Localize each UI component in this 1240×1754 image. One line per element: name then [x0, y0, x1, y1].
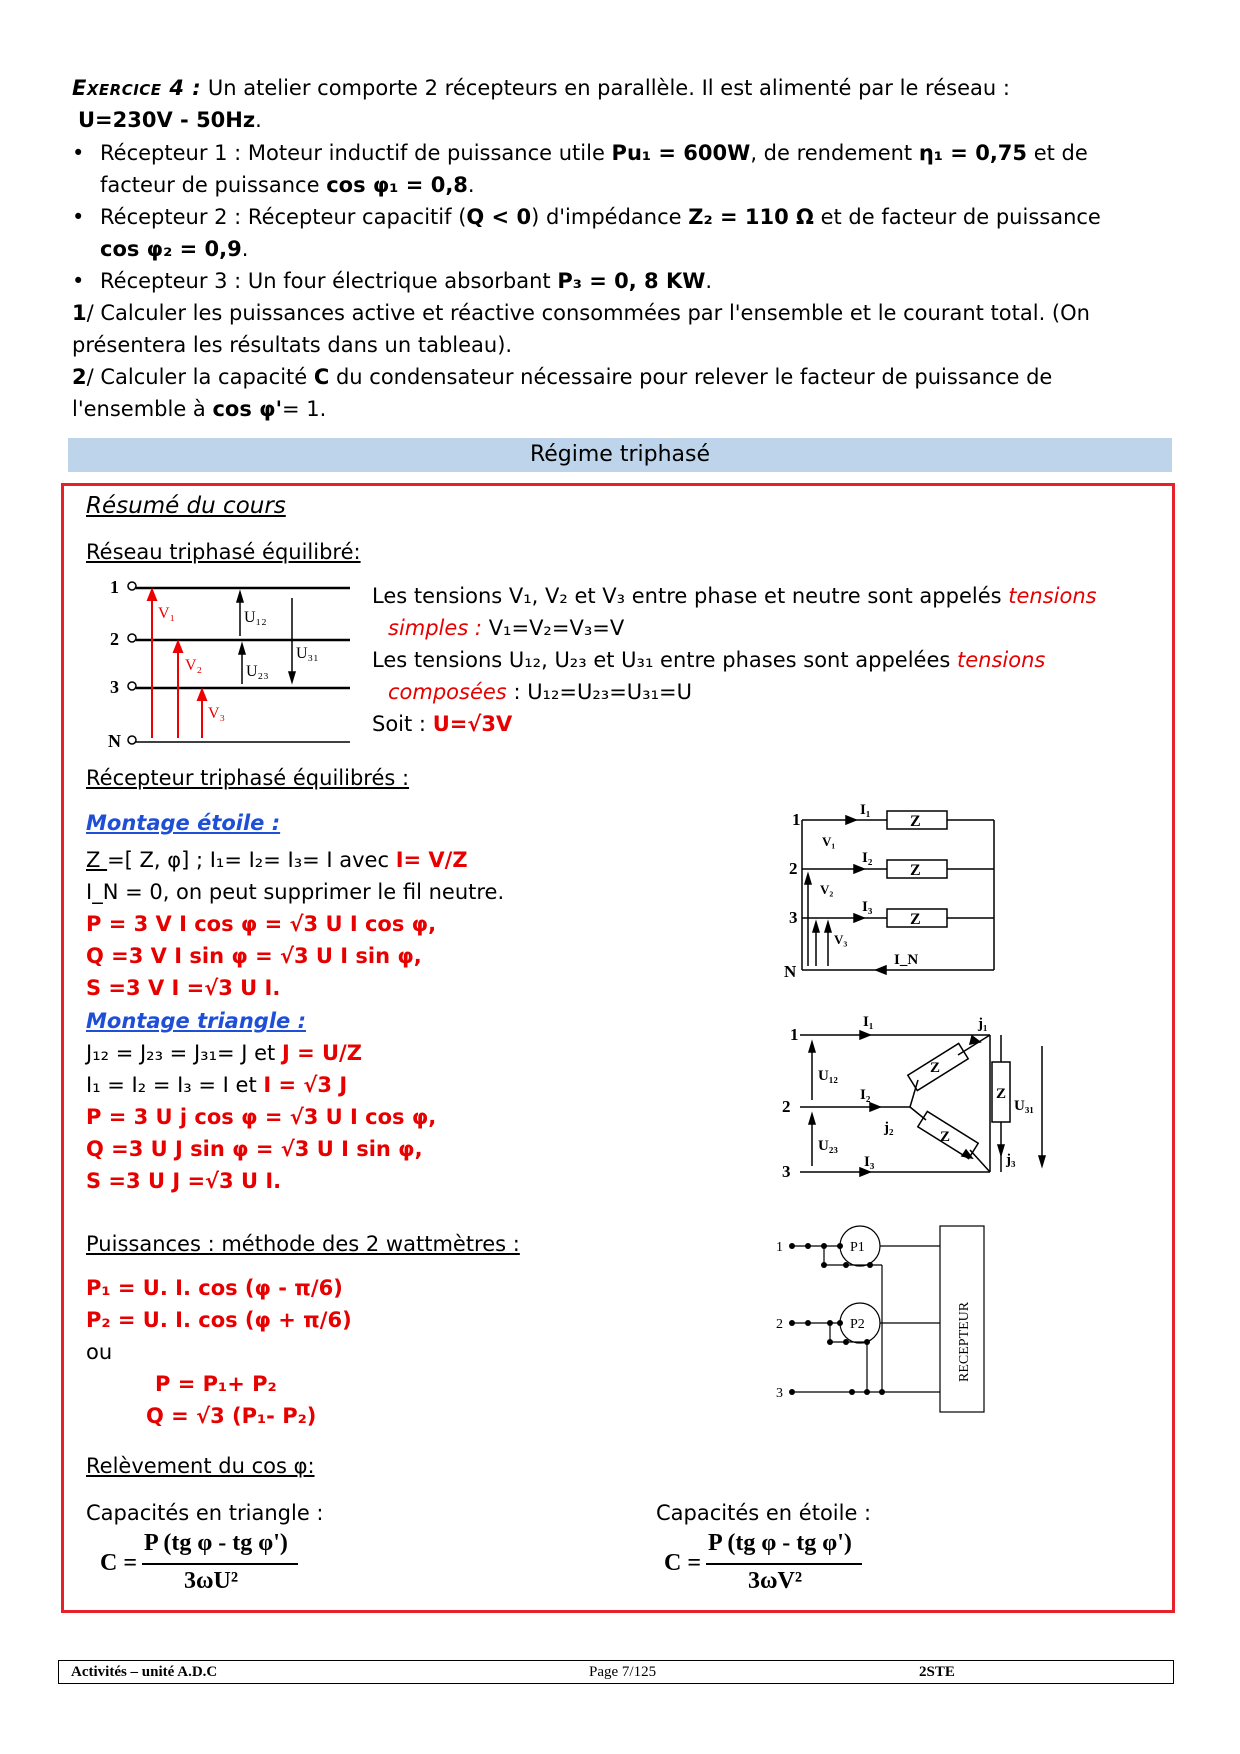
delta-z2: Z — [940, 1129, 951, 1145]
reseau-title: Réseau triphasé équilibré: — [86, 540, 361, 564]
star-i2: I₂ — [862, 850, 873, 866]
exercise-network: U=230V - 50Hz. — [78, 108, 262, 132]
v2-label: V₂ — [185, 657, 203, 674]
releve-title: Relèvement du cos φ: — [86, 1454, 315, 1478]
question-2-line-2: l'ensemble à cos φ'= 1. — [72, 397, 327, 421]
star-i1: I₁ — [860, 802, 871, 818]
triangle-line-2: I₁ = I₂ = I₃ = I et I = √3 J — [86, 1073, 348, 1097]
cap-etoile-title: Capacités en étoile : — [656, 1501, 872, 1525]
course-summary-title: Résumé du cours — [86, 493, 286, 519]
u31-label: U₃₁ — [296, 645, 319, 662]
triangle-line-1: J₁₂ = J₂₃ = J₃₁= J et J = U/Z — [86, 1041, 362, 1065]
delta-j3: j₃ — [1006, 1152, 1016, 1168]
etoile-p-formula: P = 3 V I cos φ = √3 U I cos φ, — [86, 912, 437, 936]
wattmetre-q: Q = √3 (P₁- P₂) — [146, 1404, 317, 1428]
star-i3: I₃ — [862, 899, 873, 915]
u12-label: U₁₂ — [244, 609, 267, 626]
triangle-s-formula: S =3 U J =√3 U I. — [86, 1169, 282, 1193]
v3-label: V₃ — [208, 705, 226, 722]
formula-c-label: C = — [100, 1550, 138, 1576]
montage-triangle-title: Montage triangle : — [86, 1009, 306, 1033]
etoile-line-2: I_N = 0, on peut supprimer le fil neutre. — [86, 880, 505, 904]
recepteur-label: RECEPTEUR — [957, 1301, 972, 1382]
delta-i3: I₃ — [864, 1154, 875, 1170]
wattmeter-p1-label: P1 — [850, 1240, 865, 1255]
star-node-n: N — [784, 962, 797, 980]
three-phase-network-diagram — [100, 578, 360, 753]
reseau-text-4: composées : U₁₂=U₂₃=U₃₁=U — [388, 680, 692, 704]
question-1-line-1: 1/ Calculer les puissances active et réactive consommées par l'ensemble et le courant total. (On — [72, 301, 1090, 325]
delta-node-1: 1 — [790, 1025, 799, 1044]
v1-label: V₁ — [158, 605, 176, 622]
cap-triangle-title: Capacités en triangle : — [86, 1501, 324, 1525]
wattmetre-p-sum: P = P₁+ P₂ — [155, 1372, 277, 1396]
u23-label: U₂₃ — [246, 663, 269, 680]
delta-u31: U₃₁ — [1014, 1098, 1034, 1114]
formula-c-label: C = — [664, 1550, 702, 1576]
section-banner: Régime triphasé — [68, 438, 1172, 472]
receptor-1-line-2: facteur de puissance cos φ₁ = 0,8. — [100, 173, 475, 197]
node-1-label: 1 — [110, 578, 119, 597]
footer-right: 2STE — [919, 1664, 955, 1680]
star-node-2: 2 — [789, 859, 798, 878]
star-v1: V₁ — [822, 834, 836, 849]
receptor-2-line-2: cos φ₂ = 0,9. — [100, 237, 249, 261]
delta-node-2: 2 — [782, 1097, 791, 1116]
delta-u12: U₁₂ — [818, 1068, 838, 1084]
receptor-2-line-1: Récepteur 2 : Récepteur capacitif (Q < 0) d'impédance Z₂ = 110 Ω et de facteur de puissance — [100, 205, 1101, 229]
star-z3: Z — [910, 911, 921, 928]
fraction-bar — [706, 1563, 862, 1565]
watt-node-3: 3 — [776, 1386, 783, 1401]
receptor-1-line-1: Récepteur 1 : Moteur inductif de puissance utile Pu₁ = 600W, de rendement η₁ = 0,75 et de — [100, 141, 1088, 165]
triangle-q-formula: Q =3 U J sin φ = √3 U I sin φ, — [86, 1137, 423, 1161]
receptor-3: Récepteur 3 : Un four électrique absorbant P₃ = 0, 8 KW. — [100, 269, 713, 293]
node-3-label: 3 — [110, 677, 119, 697]
formula-capacite-etoile — [664, 1530, 884, 1600]
star-in: I_N — [894, 952, 919, 968]
delta-j1: j₁ — [978, 1016, 988, 1032]
star-node-1: 1 — [792, 810, 801, 829]
question-2-line-1: 2/ Calculer la capacité C du condensateur nécessaire pour relever le facteur de puissance de — [72, 365, 1053, 389]
etoile-s-formula: S =3 V I =√3 U I. — [86, 976, 281, 1000]
two-wattmeter-diagram — [772, 1222, 1012, 1418]
reseau-text-3: Les tensions U₁₂, U₂₃ et U₃₁ entre phases sont appelées tensions — [372, 648, 1046, 672]
star-z1: Z — [910, 813, 921, 830]
formula-capacite-triangle — [100, 1530, 320, 1600]
wattmetre-title: Puissances : méthode des 2 wattmètres : — [86, 1232, 520, 1256]
wattmetre-p1: P₁ = U. I. cos (φ - π/6) — [86, 1276, 343, 1300]
bullet-icon: • — [72, 141, 85, 165]
question-1-line-2: présentera les résultats dans un tableau). — [72, 333, 513, 357]
delta-z3: Z — [996, 1086, 1007, 1102]
triangle-p-formula: P = 3 U j cos φ = √3 U I cos φ, — [86, 1105, 437, 1129]
bullet-icon: • — [72, 269, 85, 293]
star-connection-diagram — [782, 790, 1012, 980]
formula-numerator: P (tg φ - tg φ') — [708, 1530, 852, 1556]
page-footer — [58, 1660, 1174, 1684]
reseau-text-2: simples : V₁=V₂=V₃=V — [388, 616, 625, 640]
etoile-line-1: Z =[ Z, φ] ; I₁= I₂= I₃= I avec I= V/Z — [86, 848, 468, 872]
bullet-icon: • — [72, 205, 85, 229]
montage-etoile-title: Montage étoile : — [86, 811, 281, 835]
reseau-text-1: Les tensions V₁, V₂ et V₃ entre phase et neutre sont appelés tensions — [372, 584, 1097, 608]
delta-j2: j₂ — [884, 1120, 894, 1136]
delta-connection-diagram — [780, 1000, 1060, 1190]
node-2-label: 2 — [110, 629, 119, 649]
etoile-q-formula: Q =3 V I sin φ = √3 U I sin φ, — [86, 944, 422, 968]
watt-node-1: 1 — [776, 1240, 783, 1255]
star-v3: V₃ — [834, 932, 848, 947]
fraction-bar — [142, 1563, 298, 1565]
wattmetre-p2: P₂ = U. I. cos (φ + π/6) — [86, 1308, 352, 1332]
formula-denominator: 3ωU² — [184, 1568, 239, 1594]
delta-i1: I₁ — [863, 1014, 874, 1030]
star-node-3: 3 — [789, 908, 798, 927]
delta-u23: U₂₃ — [818, 1138, 838, 1154]
exercise-line-1: Exercice 4 : Un atelier comporte 2 récepteurs en parallèle. Il est alimenté par le réseau : — [72, 76, 1010, 100]
exercise-title: Exercice 4 : — [72, 76, 202, 100]
reseau-text-5: Soit : U=√3V — [372, 712, 513, 736]
star-z2: Z — [910, 862, 921, 879]
formula-denominator: 3ωV² — [748, 1568, 803, 1594]
node-n-label: N — [108, 731, 121, 751]
formula-numerator: P (tg φ - tg φ') — [144, 1530, 288, 1556]
footer-page-number: Page 7/125 — [589, 1664, 657, 1680]
footer-left: Activités – unité A.D.C — [71, 1664, 218, 1680]
star-v2: V₂ — [820, 882, 834, 897]
delta-node-3: 3 — [782, 1162, 791, 1181]
recepteur-title: Récepteur triphasé équilibrés : — [86, 766, 410, 790]
wattmetre-ou: ou — [86, 1340, 113, 1364]
watt-node-2: 2 — [776, 1317, 783, 1332]
wattmeter-p2-label: P2 — [850, 1317, 865, 1332]
delta-z1: Z — [930, 1060, 941, 1076]
delta-i2: I₂ — [860, 1087, 871, 1103]
